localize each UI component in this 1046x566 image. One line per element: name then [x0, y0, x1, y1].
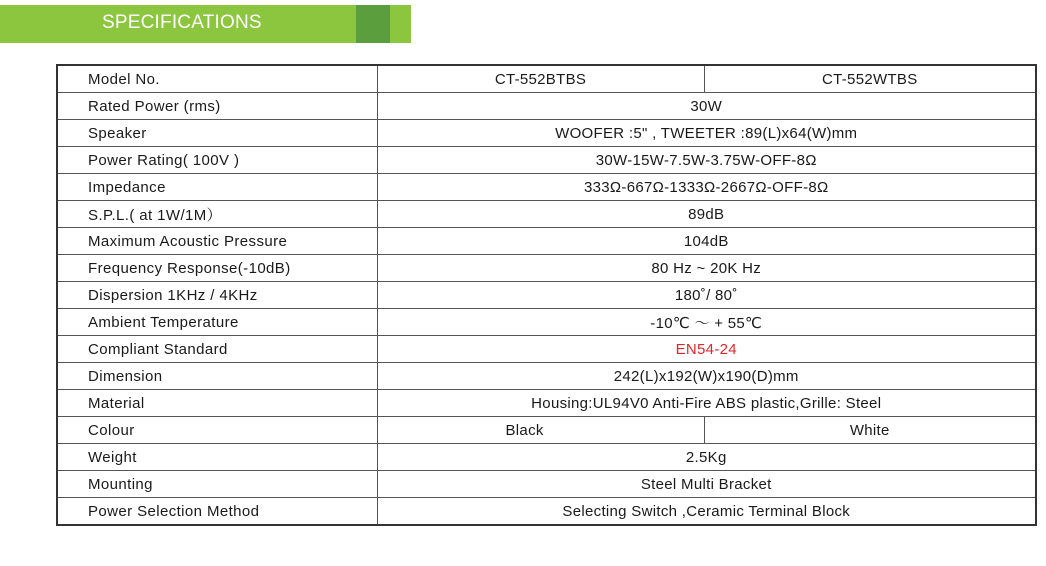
table-row — [57, 120, 1036, 147]
table-row — [57, 390, 1036, 417]
table-row — [57, 336, 1036, 363]
banner-accent-block — [356, 5, 390, 43]
row-label: Maximum Acoustic Pressure — [57, 228, 377, 255]
row-label: S.P.L.( at 1W/1M） — [57, 201, 377, 228]
row-value: 104dB — [377, 228, 1036, 255]
table-row — [57, 471, 1036, 498]
row-value: Housing:UL94V0 Anti-Fire ABS plastic,Grille: Steel — [377, 390, 1036, 417]
table-row — [57, 147, 1036, 174]
table-row — [57, 228, 1036, 255]
row-label: Frequency Response(-10dB) — [57, 255, 377, 282]
row-label: Colour — [57, 417, 377, 444]
table-row — [57, 65, 1036, 93]
row-label: Weight — [57, 444, 377, 471]
row-value: Selecting Switch ,Ceramic Terminal Block — [377, 498, 1036, 526]
table-row — [57, 444, 1036, 471]
table-row — [57, 417, 1036, 444]
row-value: 180˚/ 80˚ — [377, 282, 1036, 309]
row-value: WOOFER :5" , TWEETER :89(L)x64(W)mm — [377, 120, 1036, 147]
row-value: White — [704, 417, 1036, 444]
row-label: Mounting — [57, 471, 377, 498]
row-value: Steel Multi Bracket — [377, 471, 1036, 498]
table-row — [57, 255, 1036, 282]
row-label: Power Rating( 100V ) — [57, 147, 377, 174]
section-title: SPECIFICATIONS — [102, 12, 262, 33]
table-row — [57, 363, 1036, 390]
table-row — [57, 282, 1036, 309]
row-value: 80 Hz ~ 20K Hz — [377, 255, 1036, 282]
row-label: Material — [57, 390, 377, 417]
row-value: CT-552WTBS — [704, 65, 1036, 93]
row-value: CT-552BTBS — [377, 65, 704, 93]
row-label: Impedance — [57, 174, 377, 201]
row-label: Dimension — [57, 363, 377, 390]
table-row — [57, 201, 1036, 228]
row-value: 30W-15W-7.5W-3.75W-OFF-8Ω — [377, 147, 1036, 174]
row-value: 89dB — [377, 201, 1036, 228]
row-label: Rated Power (rms) — [57, 93, 377, 120]
row-value: 30W — [377, 93, 1036, 120]
compliance-standard-value: EN54-24 — [377, 336, 1036, 363]
section-banner — [0, 5, 411, 43]
row-value: 333Ω-667Ω-1333Ω-2667Ω-OFF-8Ω — [377, 174, 1036, 201]
specifications-table — [56, 64, 1037, 526]
row-label: Speaker — [57, 120, 377, 147]
row-value: 2.5Kg — [377, 444, 1036, 471]
row-value: Black — [377, 417, 704, 444]
table-row — [57, 174, 1036, 201]
row-label: Compliant Standard — [57, 336, 377, 363]
row-value: -10℃ ～ + 55℃ — [377, 309, 1036, 336]
row-label: Dispersion 1KHz / 4KHz — [57, 282, 377, 309]
table-row — [57, 93, 1036, 120]
row-value: 242(L)x192(W)x190(D)mm — [377, 363, 1036, 390]
row-label: Ambient Temperature — [57, 309, 377, 336]
row-label: Power Selection Method — [57, 498, 377, 526]
row-label: Model No. — [57, 65, 377, 93]
table-row — [57, 309, 1036, 336]
table-row — [57, 498, 1036, 526]
